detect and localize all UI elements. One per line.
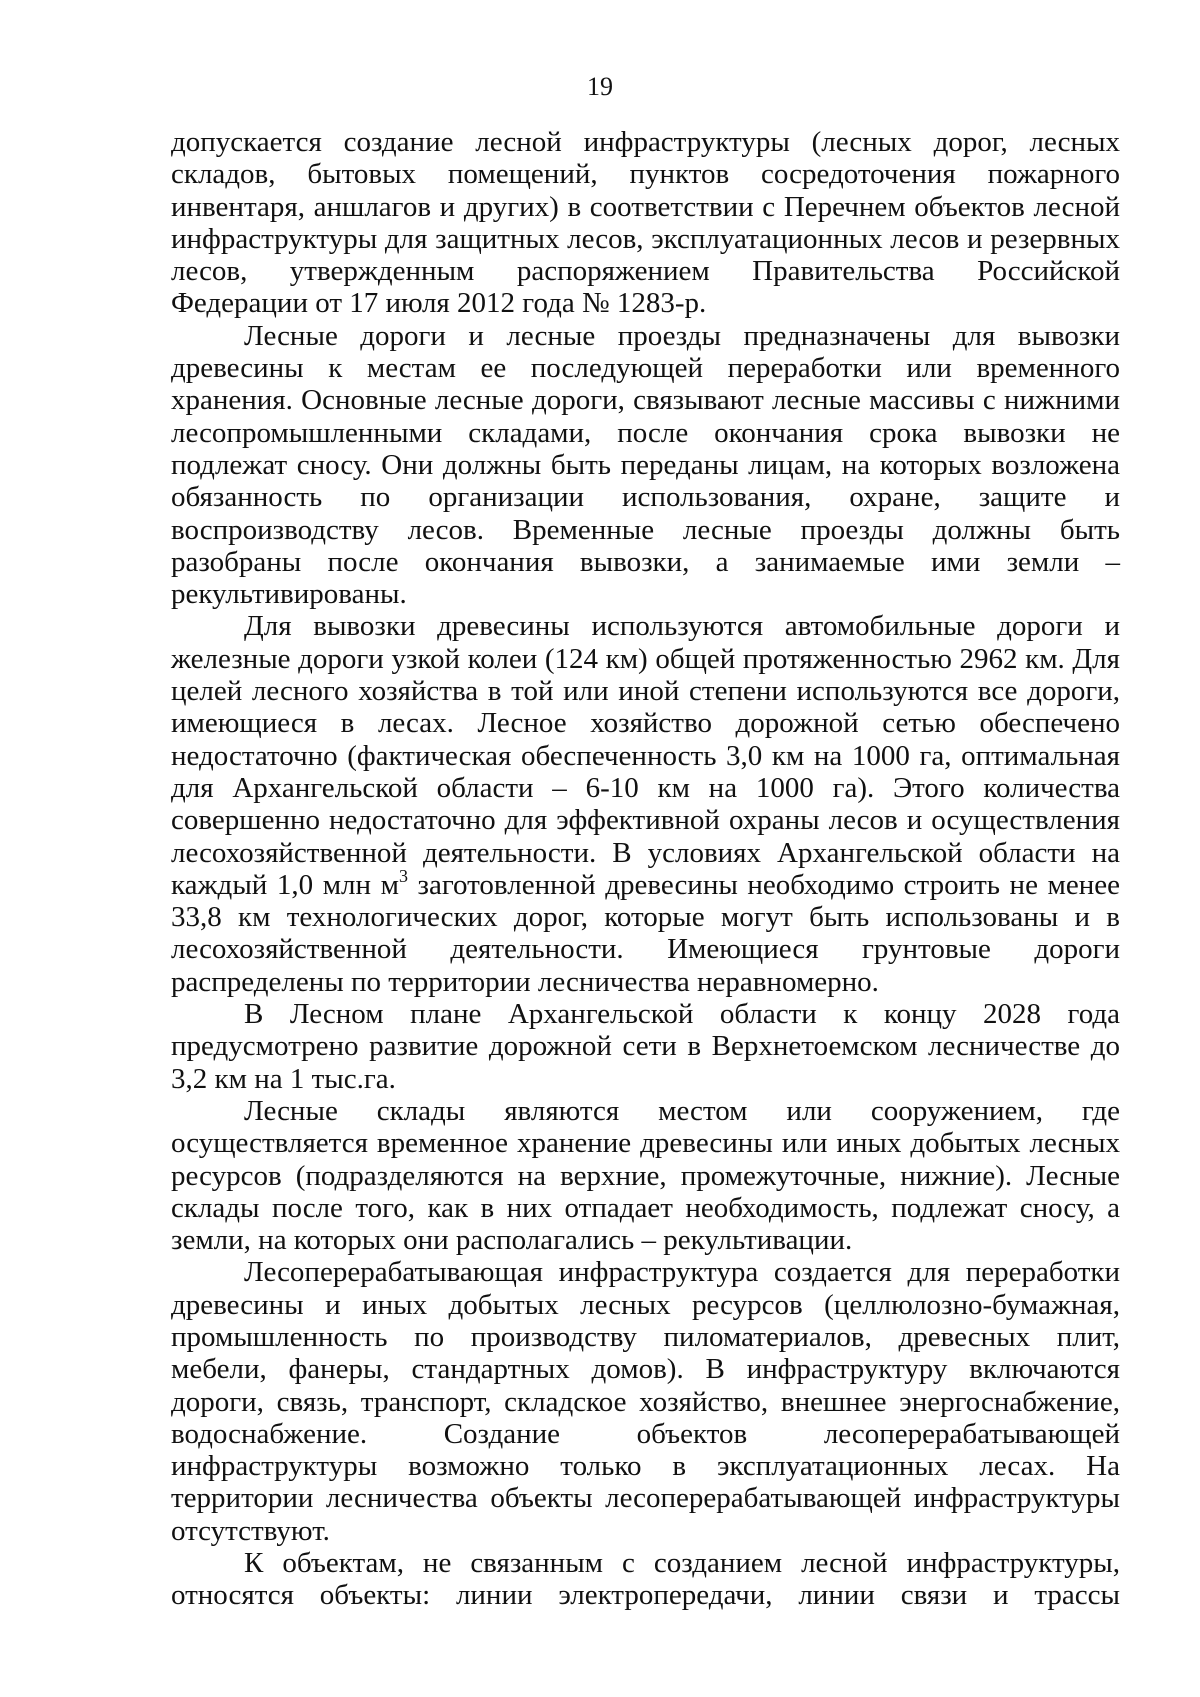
paragraph-timber-hauling: [171, 610, 1120, 998]
cubic-superscript: 3: [398, 865, 408, 886]
document-body: [171, 126, 1120, 1612]
paragraph-forest-roads: Лесные дороги и лесные проезды предназначены для вывозки древесины к местам ее последующей переработки или временного хранения. Основные лесные дороги, связывают лесные массивы с нижними лесопромышленными складами, после окончания срока вывозки не подлежат сносу. Они должны быть переданы лицам, на которых возложена обязанность по организации использования, охране, защите и воспроизводству лесов. Временные лесные проезды должны быть разобраны после окончания вывозки, а занимаемые ими земли – рекультивированы.: [171, 319, 1120, 611]
paragraph-forest-warehouses: Лесные склады являются местом или сооружением, где осуществляется временное хранение древесины или иных добытых лесных ресурсов (подразделяются на верхние, промежуточные, нижние). Лесные склады после того, как в них отпадает необходимость, подлежат сносу, а земли, на которых они располагались – рекультивации.: [171, 1094, 1120, 1257]
paragraph-wood-processing-infrastructure: Лесоперерабатывающая инфраструктура создается для переработки древесины и иных добытых лесных ресурсов (целлюлозно-бумажная, промышленность по производству пиломатериалов, древесных плит, мебели, фанеры, стандартных домов). В инфраструктуру включаются дороги, связь, транспорт, складское хозяйство, внешнее энергоснабжение, водоснабжение. Создание объектов лесоперерабатывающей инфраструктуры возможно только в эксплуатационных лесах. На территории лесничества объекты лесоперерабатывающей инфраструктуры отсутствуют.: [171, 1256, 1120, 1547]
page-number: 19: [587, 72, 613, 101]
paragraph-forest-plan: В Лесном плане Архангельской области к концу 2028 года предусмотрено развитие дорожной сети в Верхнетоемском лесничестве до 3,2 км на 1 тыс.га.: [171, 998, 1120, 1095]
paragraph-non-forest-objects: К объектам, не связанным с созданием лесной инфраструктуры, относятся объекты: линии электропередачи, линии связи и трассы: [171, 1547, 1120, 1612]
paragraph-continued-forest-infrastructure: допускается создание лесной инфраструктуры (лесных дорог, лесных складов, бытовых помещений, пунктов сосредоточения пожарного инвентаря, аншлагов и других) в соответствии с Перечнем объектов лесной инфраструктуры для защитных лесов, эксплуатационных лесов и резервных лесов, утвержденным распоряжением Правительства Российской Федерации от 17 июля 2012 года № 1283-р.: [171, 126, 1120, 320]
paragraph-timber-hauling-part-1: Для вывозки древесины используются автомобильные дороги и железные дороги узкой колеи (124 км) общей протяженностью 2962 км. Для целей лесного хозяйства в той или иной степени используются все дороги, имеющиеся в лесах. Лесное хозяйство дорожной сетью обеспечено недостаточно (фактическая обеспеченность 3,0 км на 1000 га, оптимальная для Архангельской области – 6-10 км на 1000 га). Этого количества совершенно недостаточно для эффективной охраны лесов и осуществления лесохозяйственной деятельности. В условиях Архангельской области на каждый 1,0 млн м: [171, 610, 1120, 901]
paragraph-timber-hauling-part-2: заготовленной древесины необходимо строить не менее 33,8 км технологических дорог, которые могут быть использованы и в лесохозяйственной деятельности. Имеющиеся грунтовые дороги распределены по территории лесничества неравномерно.: [171, 868, 1120, 998]
